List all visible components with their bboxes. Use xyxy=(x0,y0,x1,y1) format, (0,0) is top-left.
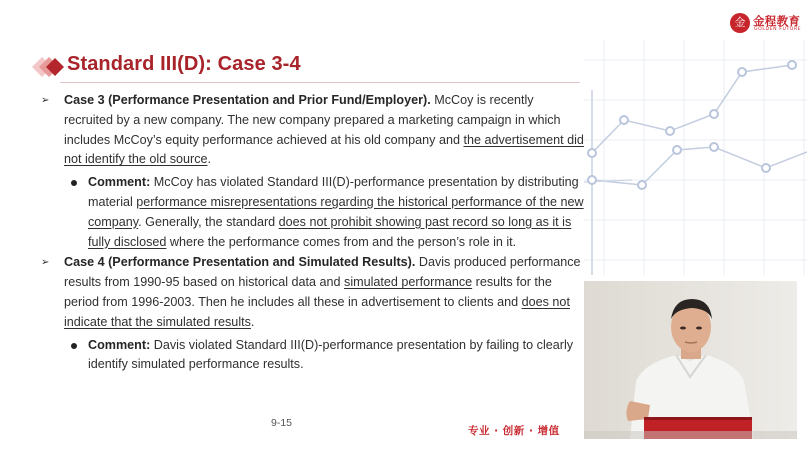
comment-label: Comment: xyxy=(88,175,151,190)
brand-name-cn: 金程教育 xyxy=(753,14,801,28)
case-3-heading: Case 3 (Performance Presentation and Prior Fund/Employer). xyxy=(64,93,431,107)
footer-slogan: 专业 · 创新 · 增值 xyxy=(468,425,560,437)
case-4-heading: Case 4 (Performance Presentation and Simulated Results). xyxy=(64,255,416,270)
title-diamond-icon xyxy=(22,54,66,80)
case-3-text: McCoy is recently recruited by a new company. The new company prepared a marketing campaign in which includes McCoy’s equity performance achieved at his old company and xyxy=(64,93,561,147)
case-3-comment-text-3: where the performance comes from and the person’s role in it. xyxy=(166,234,517,249)
case-3-item xyxy=(40,91,585,170)
title-divider xyxy=(60,82,580,83)
brand-logo-icon: 金 xyxy=(730,13,750,33)
case-3-underlined-text: the advertisement did not identify the old source xyxy=(64,132,584,167)
case-4-text-2: results for the period from 1996-2003. Then he includes all these in advertisement to clients and xyxy=(64,275,552,309)
bullet-dot-icon xyxy=(71,343,77,349)
brand-logo xyxy=(730,13,802,35)
arrow-bullet-icon: ➢ xyxy=(41,95,50,106)
case-4-comment xyxy=(40,336,585,376)
case-4-item xyxy=(40,253,585,332)
case-4-comment-text: Davis violated Standard III(D)-performance presentation by failing to clearly identify simulated performance results. xyxy=(88,337,574,372)
case-4-text-end: . xyxy=(250,314,255,329)
bullet-dot-icon xyxy=(71,180,77,186)
arrow-bullet-icon: ➢ xyxy=(41,257,50,269)
case-4-underlined-2: does not indicate that the simulated results xyxy=(64,294,570,329)
comment-label: Comment: xyxy=(88,337,151,352)
case-3-comment-text-2: . Generally, the standard xyxy=(138,214,279,229)
brand-name-en: GOLDEN FUTURE xyxy=(754,27,802,32)
case-4-underlined-1: simulated performance xyxy=(344,275,473,290)
decorative-line-graph xyxy=(584,40,807,275)
case-4-text: Davis produced performance results from 1990-95 based on historical data and xyxy=(64,255,581,290)
case-3-text-end: . xyxy=(207,152,212,167)
slide-title: Standard III(D): Case 3-4 xyxy=(67,53,301,75)
page-number: 9-15 xyxy=(271,417,293,429)
presenter-video xyxy=(584,281,797,439)
case-3-comment-underlined-1: performance misrepresentations regarding the historical performance of the new company xyxy=(88,194,584,229)
case-3-comment xyxy=(40,173,585,252)
case-3-comment-underlined-2: does not prohibit showing past record so long as it is fully disclosed xyxy=(88,214,572,249)
case-3-comment-text: McCoy has violated Standard III(D)-performance presentation by distributing material xyxy=(88,175,579,209)
slide-body xyxy=(40,91,585,376)
